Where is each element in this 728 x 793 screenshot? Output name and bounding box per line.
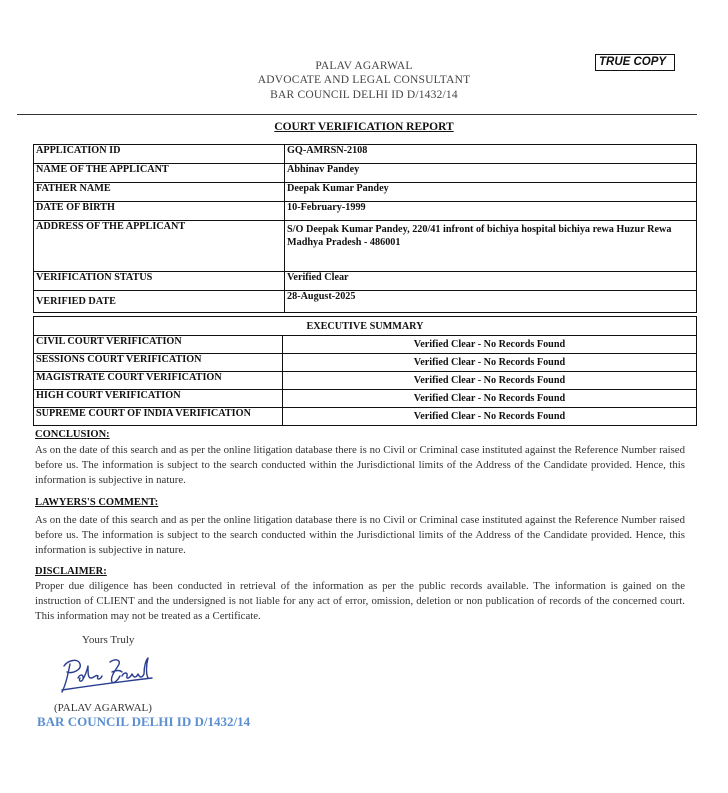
table-row: [34, 354, 697, 372]
header-bar-id: BAR COUNCIL DELHI ID D/1432/14: [270, 89, 458, 101]
lawyers-comment-text: As on the date of this search and as per the online litigation database there is no Civil or Criminal case instituted against the Reference Number raised before us. The information is subject to the search conducted within the Jurisdictional limits of the Address of the Candidate provided. Hence, this information is subjective in nature.: [35, 514, 685, 556]
executive-summary-table: [33, 316, 697, 426]
summary-value: Verified Clear - No Records Found: [283, 354, 697, 372]
conclusion-heading: CONCLUSION:: [35, 429, 110, 440]
summary-label: SESSIONS COURT VERIFICATION: [34, 354, 283, 372]
table-row: [34, 145, 697, 164]
summary-label: MAGISTRATE COURT VERIFICATION: [34, 372, 283, 390]
table-row: [34, 390, 697, 408]
detail-label: APPLICATION ID: [34, 145, 285, 164]
conclusion-text: As on the date of this search and as per the online litigation database there is no Civil or Criminal case instituted against the Reference Number raised before us. The information is subject to the search conducted within the Jurisdictional limits of the Address of the Candidate provided. Hence, this information is subjective in nature.: [35, 444, 685, 486]
table-row: [34, 408, 697, 426]
true-copy-stamp: TRUE COPY: [595, 54, 675, 71]
yours-truly: Yours Truly: [82, 634, 135, 646]
detail-label: VERIFICATION STATUS: [34, 272, 285, 291]
signature-image: [58, 652, 158, 698]
advocate-name: PALAV AGARWAL: [315, 60, 413, 72]
detail-value: Verified Clear: [285, 272, 697, 291]
header-divider: [17, 114, 697, 115]
table-header-row: [34, 317, 697, 336]
detail-value: Deepak Kumar Pandey: [285, 183, 697, 202]
table-row: [34, 291, 697, 313]
detail-label: VERIFIED DATE: [34, 291, 285, 313]
detail-value: 10-February-1999: [285, 202, 697, 221]
table-row: [34, 221, 697, 272]
table-row: [34, 164, 697, 183]
summary-value: Verified Clear - No Records Found: [283, 390, 697, 408]
table-row: [34, 336, 697, 354]
summary-value: Verified Clear - No Records Found: [283, 372, 697, 390]
detail-value: S/O Deepak Kumar Pandey, 220/41 infront of bichiya hospital bichiya rewa Huzur Rewa Madhya Pradesh - 486001: [285, 221, 697, 272]
lawyers-comment-heading: LAWYERS'S COMMENT:: [35, 497, 159, 508]
detail-label: ADDRESS OF THE APPLICANT: [34, 221, 285, 272]
summary-value: Verified Clear - No Records Found: [283, 336, 697, 354]
detail-label: FATHER NAME: [34, 183, 285, 202]
table-row: [34, 183, 697, 202]
executive-summary-heading: EXECUTIVE SUMMARY: [34, 317, 697, 336]
report-title: COURT VERIFICATION REPORT: [274, 121, 454, 133]
table-row: [34, 272, 697, 291]
table-row: [34, 202, 697, 221]
detail-label: DATE OF BIRTH: [34, 202, 285, 221]
advocate-role: ADVOCATE AND LEGAL CONSULTANT: [257, 74, 471, 86]
detail-label: NAME OF THE APPLICANT: [34, 164, 285, 183]
detail-value: 28-August-2025: [285, 291, 697, 313]
signatory-name: (PALAV AGARWAL): [54, 702, 152, 714]
details-table: [33, 144, 697, 313]
table-row: [34, 372, 697, 390]
summary-value: Verified Clear - No Records Found: [283, 408, 697, 426]
summary-label: CIVIL COURT VERIFICATION: [34, 336, 283, 354]
disclaimer-text: Proper due diligence has been conducted in retrieval of the information as per the public records available. The information is gained on the instruction of CLIENT and the undersigned is not liable for any act of error, omission, deletion or non publication of records of the concerned court. This information may not be treated as a Certificate.: [35, 580, 685, 622]
disclaimer-heading: DISCLAIMER:: [35, 566, 107, 577]
summary-label: HIGH COURT VERIFICATION: [34, 390, 283, 408]
detail-value: Abhinav Pandey: [285, 164, 697, 183]
footer-bar-id: BAR COUNCIL DELHI ID D/1432/14: [37, 714, 251, 729]
detail-value: GQ-AMRSN-2108: [285, 145, 697, 164]
summary-label: SUPREME COURT OF INDIA VERIFICATION: [34, 408, 283, 426]
